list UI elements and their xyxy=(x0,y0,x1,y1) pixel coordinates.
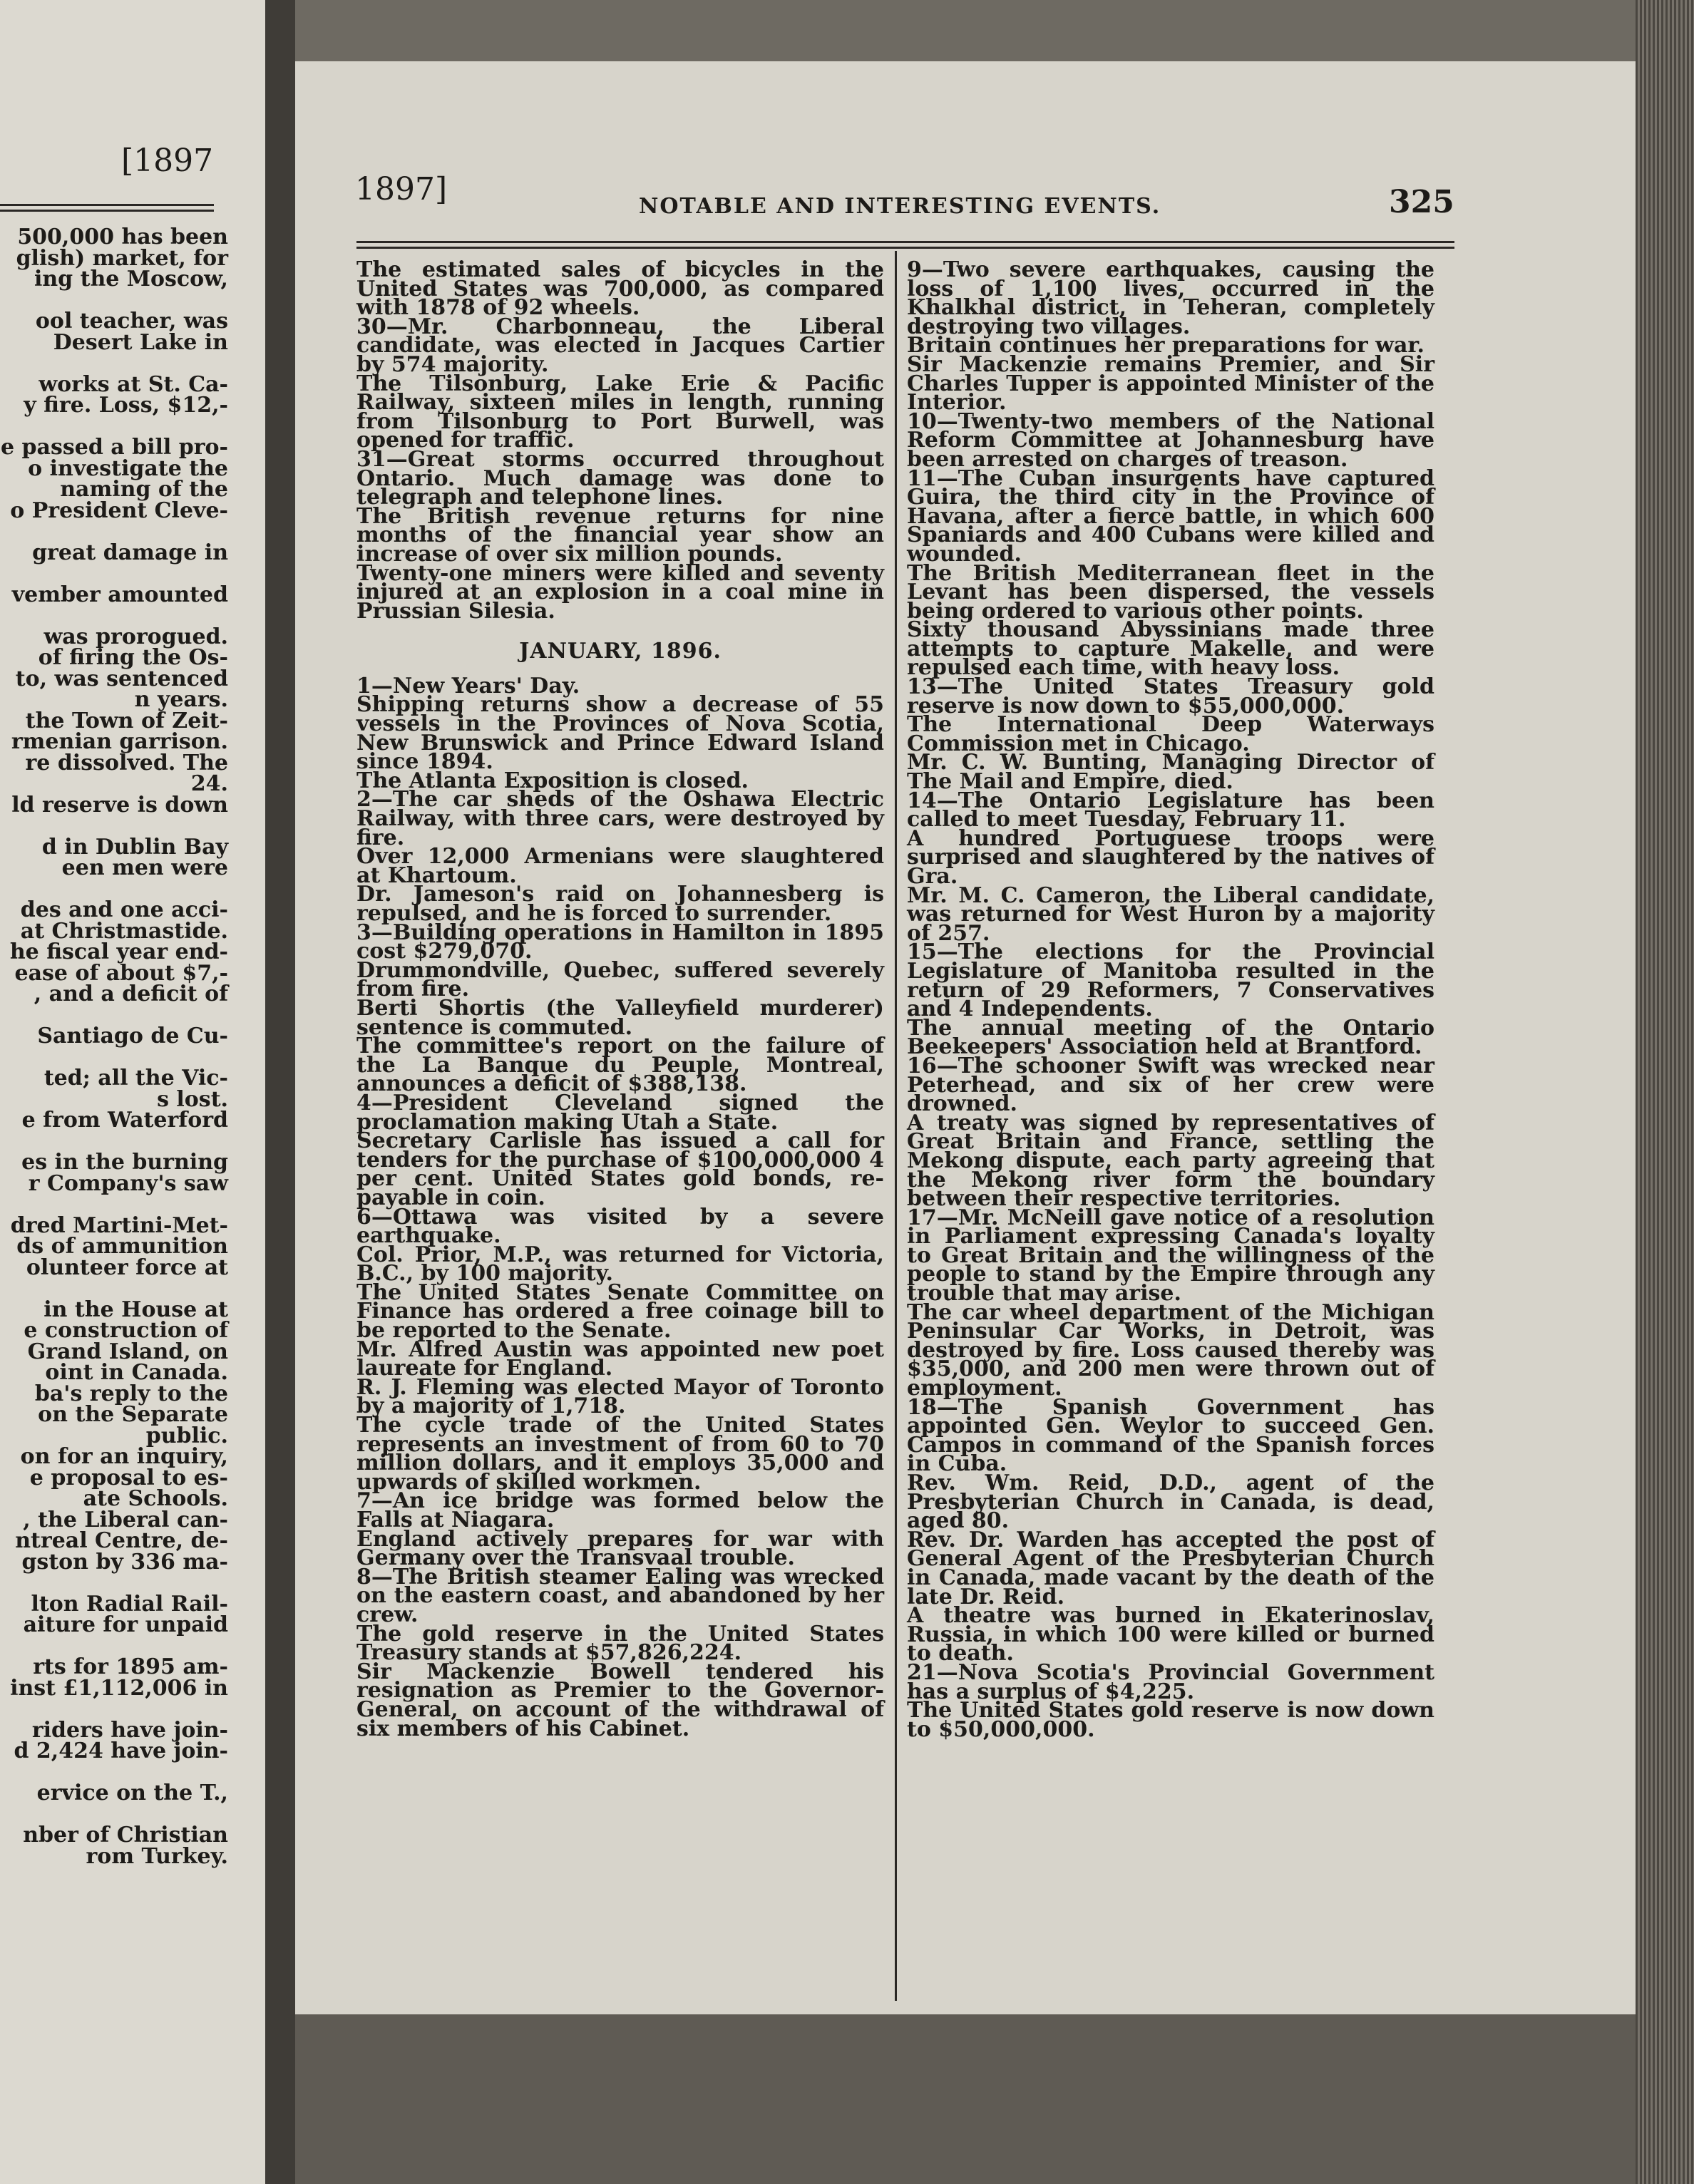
news-item: 9—Two severe earthquakes, causing the loss of 1,100 lives, occurred in the Khalkhal district, in Teheran, completely destroying two villages. xyxy=(907,257,1434,339)
news-item: Secretary Carlisle has issued a call for tenders for the purchase of $100,000,000 4 per cent. United States gold bonds, re-payable in coin. xyxy=(356,1128,884,1210)
left-page-line: rom Turkey. xyxy=(86,1843,228,1869)
news-item: 3—Building operations in Hamilton in 1895 cost $279,070. xyxy=(356,920,884,964)
news-item: 18—The Spanish Government has appointed Gen. Weylor to succeed Gen. Campos in command of the Spanish forces in Cuba. xyxy=(907,1394,1434,1477)
left-page-line xyxy=(0,1804,228,1825)
left-page-line: olunteer force at xyxy=(26,1255,228,1280)
book-page-edges xyxy=(1636,0,1694,2184)
left-page-line: d in Dublin Bay xyxy=(41,834,228,860)
left-page-line: aiture for unpaid xyxy=(23,1612,228,1637)
left-page-line xyxy=(0,1762,228,1783)
left-page-line: Desert Lake in xyxy=(53,329,228,355)
left-page-line: ba's reply to the xyxy=(34,1381,228,1406)
left-page-line: Grand Island, on xyxy=(27,1339,228,1364)
left-page-line: ld reserve is down xyxy=(11,792,228,818)
news-item: England actively prepares for war with Germany over the Transvaal trouble. xyxy=(356,1526,884,1571)
left-page-line: ate Schools. xyxy=(83,1486,228,1511)
news-item: 16—The schooner Swift was wrecked near Peterhead, and six of her crew were drowned. xyxy=(907,1053,1434,1117)
left-page-line: e from Waterford xyxy=(21,1108,228,1133)
left-page-line: e proposal to es- xyxy=(29,1465,228,1490)
left-page-line xyxy=(0,1278,228,1299)
news-item: The United States gold reserve is now down to $50,000,000. xyxy=(907,1698,1434,1742)
left-page-line: lton Radial Rail- xyxy=(31,1591,228,1617)
news-item: 14—The Ontario Legislature has been called to meet Tuesday, February 11. xyxy=(907,788,1434,833)
news-item: 1—New Years' Day. xyxy=(356,673,580,699)
left-page-line xyxy=(0,353,228,374)
news-item: The car wheel department of the Michigan Peninsular Car Works, in Detroit, was destroyed by fire. Loss caused thereby was $35,000, and 200 men were thrown out of employment. xyxy=(907,1299,1434,1401)
left-page-line: the Town of Zeit- xyxy=(25,708,228,733)
left-page-line xyxy=(0,605,228,627)
news-item: The annual meeting of the Ontario Beekeepers' Association held at Brantford. xyxy=(907,1015,1434,1060)
text-column-left xyxy=(356,257,884,1741)
left-page-line: on the Separate xyxy=(38,1402,228,1427)
left-page-line: , the Liberal can- xyxy=(23,1507,228,1533)
left-page-year-header: [1897 xyxy=(121,143,214,179)
left-page-line: on for an inquiry, xyxy=(20,1444,228,1469)
news-item: 4—President Cleveland signed the proclamation making Utah a State. xyxy=(356,1090,884,1135)
news-item: 7—An ice bridge was formed below the Falls at Niagara. xyxy=(356,1488,884,1533)
left-page-line: r Company's saw xyxy=(28,1170,228,1196)
news-item: Twenty-one miners were killed and seventy injured at an explosion in a coal mine in Prussian Silesia. xyxy=(356,560,884,624)
left-page-line: ing the Moscow, xyxy=(34,267,228,292)
left-page-line xyxy=(0,1131,228,1153)
left-page-line: Santiago de Cu- xyxy=(37,1024,228,1049)
news-item: The United States Senate Committee on Finance has ordered a free coinage bill to be reported to the Senate. xyxy=(356,1279,884,1344)
header-rule xyxy=(356,247,1454,249)
left-page-line: ease of about $7,- xyxy=(14,960,228,986)
news-item: The International Deep Waterways Commission met in Chicago. xyxy=(907,712,1434,756)
news-item: 2—The car sheds of the Oshawa Electric Railway, with three cars, were destroyed by fire. xyxy=(356,787,884,850)
news-item: Sixty thousand Abyssinians made three attempts to capture Makelle, and were repulsed each time, with heavy loss. xyxy=(907,617,1434,681)
news-item: The British Mediterranean fleet in the Levant has been dispersed, the vessels being ordered to various other points. xyxy=(907,560,1434,624)
news-item: Britain continues her preparations for war. xyxy=(907,333,1424,359)
news-item: Sir Mackenzie remains Premier, and Sir Charles Tupper is appointed Minister of the Interior. xyxy=(907,351,1434,416)
news-item: The committee's report on the failure of the La Banque du Peuple, Montreal, announces a deficit of $388,138. xyxy=(356,1034,884,1097)
left-page-line: rmenian garrison. xyxy=(11,729,228,754)
left-page-line: oint in Canada. xyxy=(45,1360,228,1385)
news-item: 21—Nova Scotia's Provincial Government has a surplus of $4,225. xyxy=(907,1659,1434,1704)
left-page-line: dred Martini-Met- xyxy=(10,1212,228,1238)
news-item: The estimated sales of bicycles in the United States was 700,000, as compared with 1878 of 92 wheels. xyxy=(356,257,884,321)
left-page-line: ntreal Centre, de- xyxy=(15,1528,228,1553)
left-page-line: nber of Christian xyxy=(23,1823,228,1848)
left-page-line: , and a deficit of xyxy=(34,982,228,1006)
news-item: Berti Shortis (the Valleyfield murderer) sentence is commuted. xyxy=(356,995,884,1040)
news-item: The cycle trade of the United States represents an investment of from 60 to 70 million dollars, and it employs 35,000 and upwards of skilled workmen. xyxy=(356,1413,884,1495)
page-bottom-shadow xyxy=(295,2014,1636,2184)
left-page-rule xyxy=(0,204,214,206)
left-page-line xyxy=(0,290,228,311)
news-item: Sir Mackenzie Bowell tendered his resignation as Premier to the Governor-General, on account of the withdrawal of six members of his Cabinet. xyxy=(356,1659,884,1741)
news-item: 6—Ottawa was visited by a severe earthquake. xyxy=(356,1204,884,1249)
left-page-line xyxy=(0,563,228,584)
news-item: The gold reserve in the United States Treasury stands at $57,826,224. xyxy=(356,1621,884,1666)
news-item: Dr. Jameson's raid on Johannesberg is repulsed, and he is forced to surrender. xyxy=(356,882,884,926)
book-gutter xyxy=(265,0,295,2184)
left-page-line xyxy=(0,1699,228,1720)
news-item: Drummondville, Quebec, suffered severely from fire. xyxy=(356,957,884,1002)
news-item: The Tilsonburg, Lake Erie & Pacific Railway, sixteen miles in length, running from Tilsonburg to Port Burwell, was opened for traffic. xyxy=(356,371,884,453)
left-page-line xyxy=(0,1572,228,1594)
news-item: Rev. Dr. Warden has accepted the post of General Agent of the Presbyterian Church in Canada, made vacant by the death of the late Dr. Reid. xyxy=(907,1527,1434,1609)
left-page-line: re dissolved. The xyxy=(25,750,228,776)
news-item: A hundred Portuguese troops were surprised and slaughtered by the natives of Gra. xyxy=(907,825,1434,889)
news-item: The British revenue returns for nine months of the financial year show an increase of over six million pounds. xyxy=(356,503,884,567)
left-page-line xyxy=(0,1047,228,1068)
news-item: 17—Mr. McNeill gave notice of a resolution in Parliament expressing Canada's loyalty to Great Britain and the willingness of the people to stand by the Empire through any trouble that may arise. xyxy=(907,1205,1434,1307)
left-page-line: o President Cleve- xyxy=(10,498,228,523)
news-item: 15—The elections for the Provincial Legislature of Manitoba resulted in the return of 29 Reformers, 7 Conservatives and 4 Independents. xyxy=(907,939,1434,1022)
left-page-line: o investigate the xyxy=(28,455,228,481)
left-page-line: ds of ammunition xyxy=(16,1234,228,1259)
news-item: 11—The Cuban insurgents have captured Guira, the third city in the Province of Havana, after a fierce battle, in which 600 Spaniards and 400 Cubans were killed and wounded. xyxy=(907,465,1434,567)
section-heading: JANUARY, 1896. xyxy=(519,639,722,664)
left-page-line: een men were xyxy=(61,855,228,880)
left-page-line: s lost. xyxy=(157,1086,228,1112)
left-page-line: of firing the Os- xyxy=(38,645,228,670)
left-page-line: glish) market, for xyxy=(16,245,228,271)
news-item: Rev. Wm. Reid, D.D., agent of the Presbyterian Church in Canada, is dead, aged 80. xyxy=(907,1470,1434,1534)
text-column-right xyxy=(907,257,1434,1742)
left-page-line: great damage in xyxy=(32,540,228,565)
news-item: The Atlanta Exposition is closed. xyxy=(356,768,749,793)
left-page-line: works at St. Ca- xyxy=(38,371,228,397)
left-page-line: 24. xyxy=(190,771,228,796)
news-item: 10—Twenty-two members of the National Reform Committee at Johannesburg have been arrested on charges of treason. xyxy=(907,408,1434,472)
left-page-line: ervice on the T., xyxy=(36,1781,228,1806)
left-page-line: rts for 1895 am- xyxy=(33,1654,228,1679)
news-item: A treaty was signed by representatives of Great Britain and France, settling the Mekong dispute, each party agreeing that the Mekong river form the boundary between their respective territories. xyxy=(907,1110,1434,1212)
left-page-line: riders have join- xyxy=(31,1717,228,1743)
news-item: Col. Prior, M.P., was returned for Victoria, B.C., by 100 majority. xyxy=(356,1242,884,1287)
news-item: 31—Great storms occurred throughout Ontario. Much damage was done to telegraph and telephone lines. xyxy=(356,446,884,510)
left-page-rule xyxy=(0,210,214,212)
left-page-line: in the House at xyxy=(43,1297,228,1322)
page-number: 325 xyxy=(1389,184,1454,220)
left-page-line: he fiscal year end- xyxy=(9,939,228,964)
left-page-line xyxy=(0,416,228,438)
left-page-line: es in the burning xyxy=(21,1150,228,1175)
left-page-line xyxy=(0,1194,228,1215)
running-title: NOTABLE AND INTERESTING EVENTS. xyxy=(639,194,1161,219)
news-item: Shipping returns show a decrease of 55 vessels in the Provinces of Nova Scotia, New Brunswick and Prince Edward Island since 1894. xyxy=(356,692,884,775)
left-page-line: at Christmastide. xyxy=(20,918,228,944)
left-page-line: n years. xyxy=(134,687,228,712)
left-page-line: 500,000 has been xyxy=(17,225,228,249)
news-item: Mr. M. C. Cameron, the Liberal candidate, was returned for West Huron by a majority of 257. xyxy=(907,882,1434,946)
news-item: A theatre was burned in Ekaterinoslav, Russia, in which 100 were killed or burned to death. xyxy=(907,1603,1434,1667)
news-item: Mr. C. W. Bunting, Managing Director of The Mail and Empire, died. xyxy=(907,750,1434,795)
left-page-line: naming of the xyxy=(60,477,228,502)
news-item: 8—The British steamer Ealing was wrecked on the eastern coast, and abandoned by her crew. xyxy=(356,1564,884,1627)
news-item: 13—The United States Treasury gold reserve is now down to $55,000,000. xyxy=(907,674,1434,718)
left-page-line: ted; all the Vic- xyxy=(43,1066,228,1091)
left-page-line: was prorogued. xyxy=(43,624,228,649)
left-page-line: e construction of xyxy=(24,1318,228,1343)
facing-page-left xyxy=(0,0,265,2184)
left-page-line: public. xyxy=(145,1423,228,1448)
column-divider xyxy=(895,251,897,2001)
left-page-line xyxy=(0,815,228,837)
left-page-line: y fire. Loss, $12,- xyxy=(24,393,228,418)
left-page-line xyxy=(0,1636,228,1657)
left-page-line xyxy=(0,1005,228,1026)
page-year: 1897] xyxy=(355,171,448,207)
news-item: R. J. Fleming was elected Mayor of Toronto by a majority of 1,718. xyxy=(356,1374,884,1419)
left-page-line: des and one acci- xyxy=(20,897,228,922)
left-page-line xyxy=(0,521,228,542)
news-item: Mr. Alfred Austin was appointed new poet laureate for England. xyxy=(356,1336,884,1381)
left-page-line: vember amounted xyxy=(11,582,228,607)
left-page-line: ool teacher, was xyxy=(35,309,228,334)
left-page-line: gston by 336 ma- xyxy=(21,1549,228,1575)
left-page-line xyxy=(0,879,228,900)
left-page-line: inst £1,112,006 in xyxy=(10,1675,228,1701)
left-page-line: e passed a bill pro- xyxy=(1,435,228,460)
left-page-text-fragments xyxy=(0,227,228,1867)
header-rule xyxy=(356,241,1454,243)
news-item: 30—Mr. Charbonneau, the Liberal candidate, was elected in Jacques Cartier by 574 majority. xyxy=(356,314,884,377)
news-item: Over 12,000 Armenians were slaughtered at Khartoum. xyxy=(356,844,884,888)
left-page-line: d 2,424 have join- xyxy=(14,1739,228,1763)
left-page-line: to, was sentenced xyxy=(15,666,228,691)
